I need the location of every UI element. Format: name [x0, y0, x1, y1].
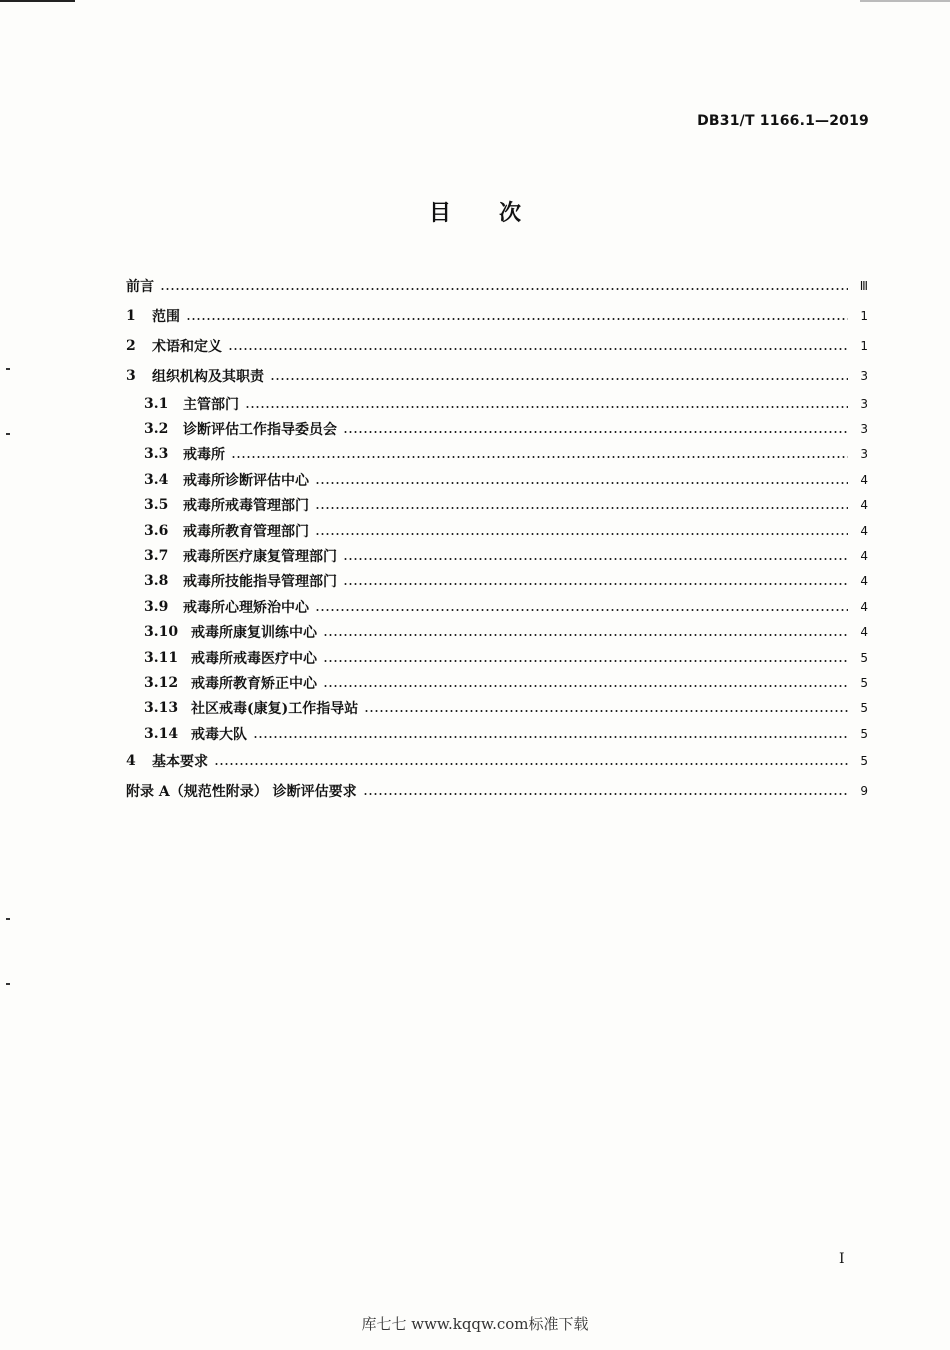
toc-entry-label: 戒毒所医疗康复管理部门 [183, 549, 337, 566]
toc-leader-dots [363, 793, 848, 795]
scan-margin-mark [6, 983, 10, 985]
toc-leader-dots [160, 288, 848, 290]
toc-entry-page: Ⅲ [859, 279, 868, 293]
toc-entry-3-12[interactable] [126, 670, 868, 695]
toc-entry-number: 3.12 [144, 674, 179, 691]
toc-entry-page: 3 [860, 369, 868, 383]
toc-entry-page: 3 [860, 447, 868, 462]
toc-entry-number: 3.6 [144, 522, 169, 539]
toc-entry-label: 诊断评估工作指导委员会 [183, 422, 337, 439]
page-title-char: 目 [428, 201, 451, 226]
toc-leader-dots [323, 685, 848, 687]
scan-margin-mark [6, 368, 10, 370]
toc-leader-dots [231, 456, 848, 458]
toc-leader-dots [364, 710, 848, 712]
toc-leader-dots [270, 378, 848, 380]
toc-entry-page: 4 [860, 498, 868, 513]
toc-entry-3-4[interactable] [126, 467, 868, 492]
toc-entry-label: 主管部门 [183, 396, 239, 413]
toc-leader-dots [228, 348, 848, 350]
scan-margin-mark [6, 433, 10, 435]
toc-entry-label: 戒毒所教育矫正中心 [191, 675, 317, 692]
toc-entry-3-6[interactable] [126, 518, 868, 543]
toc-entry-page: 4 [860, 625, 868, 640]
toc-entry-number: 3.4 [144, 471, 169, 488]
toc-entry-3-5[interactable] [126, 493, 868, 518]
toc-entry-number: 3.11 [144, 649, 179, 666]
toc-leader-dots [323, 634, 848, 636]
toc-entry-page: 4 [860, 523, 868, 538]
toc-leader-dots [343, 431, 848, 433]
toc-entry-3-13[interactable] [126, 696, 868, 721]
toc-entry-label: 戒毒所戒毒管理部门 [183, 498, 309, 515]
toc-entry-number: 3.7 [144, 548, 169, 565]
toc-entry-page: 5 [860, 701, 868, 716]
toc-entry-number: 3.5 [144, 497, 169, 514]
toc-entry-number: 3.9 [144, 598, 169, 615]
toc-entry-3-2[interactable] [126, 416, 868, 441]
toc-entry-terms[interactable] [126, 331, 868, 361]
scan-edge-line [0, 0, 75, 2]
toc-entry-label: 附录 A（规范性附录） 诊断评估要求 [126, 784, 357, 801]
toc-entry-page: 5 [860, 650, 868, 665]
toc-entry-page: 4 [860, 599, 868, 614]
toc-leader-dots [343, 558, 848, 560]
toc-entry-label: 戒毒所诊断评估中心 [183, 472, 309, 489]
toc-entry-3-1[interactable] [126, 391, 868, 416]
toc-entry-page: 5 [860, 726, 868, 741]
toc-entry-label: 戒毒所教育管理部门 [183, 523, 309, 540]
toc-entry-appendix-a[interactable] [126, 776, 868, 806]
toc-entry-page: 4 [860, 472, 868, 487]
toc-entry-3-3[interactable] [126, 442, 868, 467]
toc-entry-number: 3.2 [144, 421, 169, 438]
toc-entry-page: 1 [860, 339, 868, 353]
toc-entry-label: 前言 [126, 279, 154, 295]
page-title [0, 196, 950, 227]
toc-entry-number: 3.14 [144, 725, 179, 742]
toc-entry-basic-requirements[interactable] [126, 746, 868, 776]
toc-entry-number: 3.8 [144, 573, 169, 590]
toc-entry-page: 3 [860, 396, 868, 411]
toc-entry-page: 9 [860, 784, 868, 799]
page-title-char: 次 [499, 201, 522, 226]
toc-leader-dots [315, 482, 848, 484]
toc-entry-label: 戒毒所 [183, 447, 225, 464]
toc-entry-label: 戒毒所戒毒医疗中心 [191, 650, 317, 667]
toc-entry-organization[interactable] [126, 361, 868, 391]
toc-entry-number: 3 [126, 368, 136, 384]
toc-entry-foreword[interactable] [126, 271, 868, 301]
toc-entry-3-11[interactable] [126, 645, 868, 670]
toc-leader-dots [315, 533, 848, 535]
toc-entry-label: 戒毒所康复训练中心 [191, 625, 317, 642]
standard-number: DB31/T 1166.1—2019 [697, 113, 869, 129]
toc-entry-number: 1 [126, 308, 136, 324]
toc-entry-page: 4 [860, 549, 868, 564]
toc-entry-label: 术语和定义 [152, 339, 222, 355]
toc-entry-3-14[interactable] [126, 721, 868, 746]
toc-entry-page: 5 [860, 675, 868, 690]
toc-entry-scope[interactable] [126, 301, 868, 331]
toc-entry-label: 戒毒所心理矫治中心 [183, 599, 309, 616]
toc-entry-page: 3 [860, 422, 868, 437]
toc-entry-label: 戒毒所技能指导管理部门 [183, 574, 337, 591]
table-of-contents [126, 271, 868, 806]
toc-entry-number: 3.1 [144, 395, 169, 412]
toc-entry-label: 组织机构及其职责 [152, 369, 264, 385]
toc-entry-page: 1 [860, 309, 868, 323]
toc-entry-3-9[interactable] [126, 594, 868, 619]
watermark-text: 库七七 www.kqqw.com标准下载 [361, 1315, 589, 1333]
toc-entry-label: 社区戒毒(康复)工作指导站 [191, 701, 359, 718]
page-number: I [839, 1251, 845, 1267]
toc-entry-label: 范围 [152, 309, 180, 325]
toc-entry-3-8[interactable] [126, 569, 868, 594]
toc-entry-number: 3.3 [144, 446, 169, 463]
toc-entry-label: 基本要求 [152, 754, 208, 771]
scan-edge-line [860, 0, 950, 2]
toc-entry-number: 3.10 [144, 624, 179, 641]
toc-leader-dots [343, 583, 848, 585]
toc-leader-dots [323, 660, 848, 662]
toc-leader-dots [315, 609, 848, 611]
toc-leader-dots [253, 736, 848, 738]
toc-entry-page: 5 [860, 754, 868, 769]
toc-leader-dots [186, 318, 848, 320]
toc-entry-number: 2 [126, 338, 136, 354]
toc-leader-dots [315, 507, 848, 509]
toc-leader-dots [245, 406, 848, 408]
toc-leader-dots [214, 763, 848, 765]
scan-margin-mark [6, 918, 10, 920]
toc-entry-number: 4 [126, 753, 136, 770]
toc-entry-3-10[interactable] [126, 620, 868, 645]
toc-entry-page: 4 [860, 574, 868, 589]
toc-entry-label: 戒毒大队 [191, 726, 247, 743]
toc-entry-3-7[interactable] [126, 543, 868, 568]
toc-entry-number: 3.13 [144, 700, 179, 717]
